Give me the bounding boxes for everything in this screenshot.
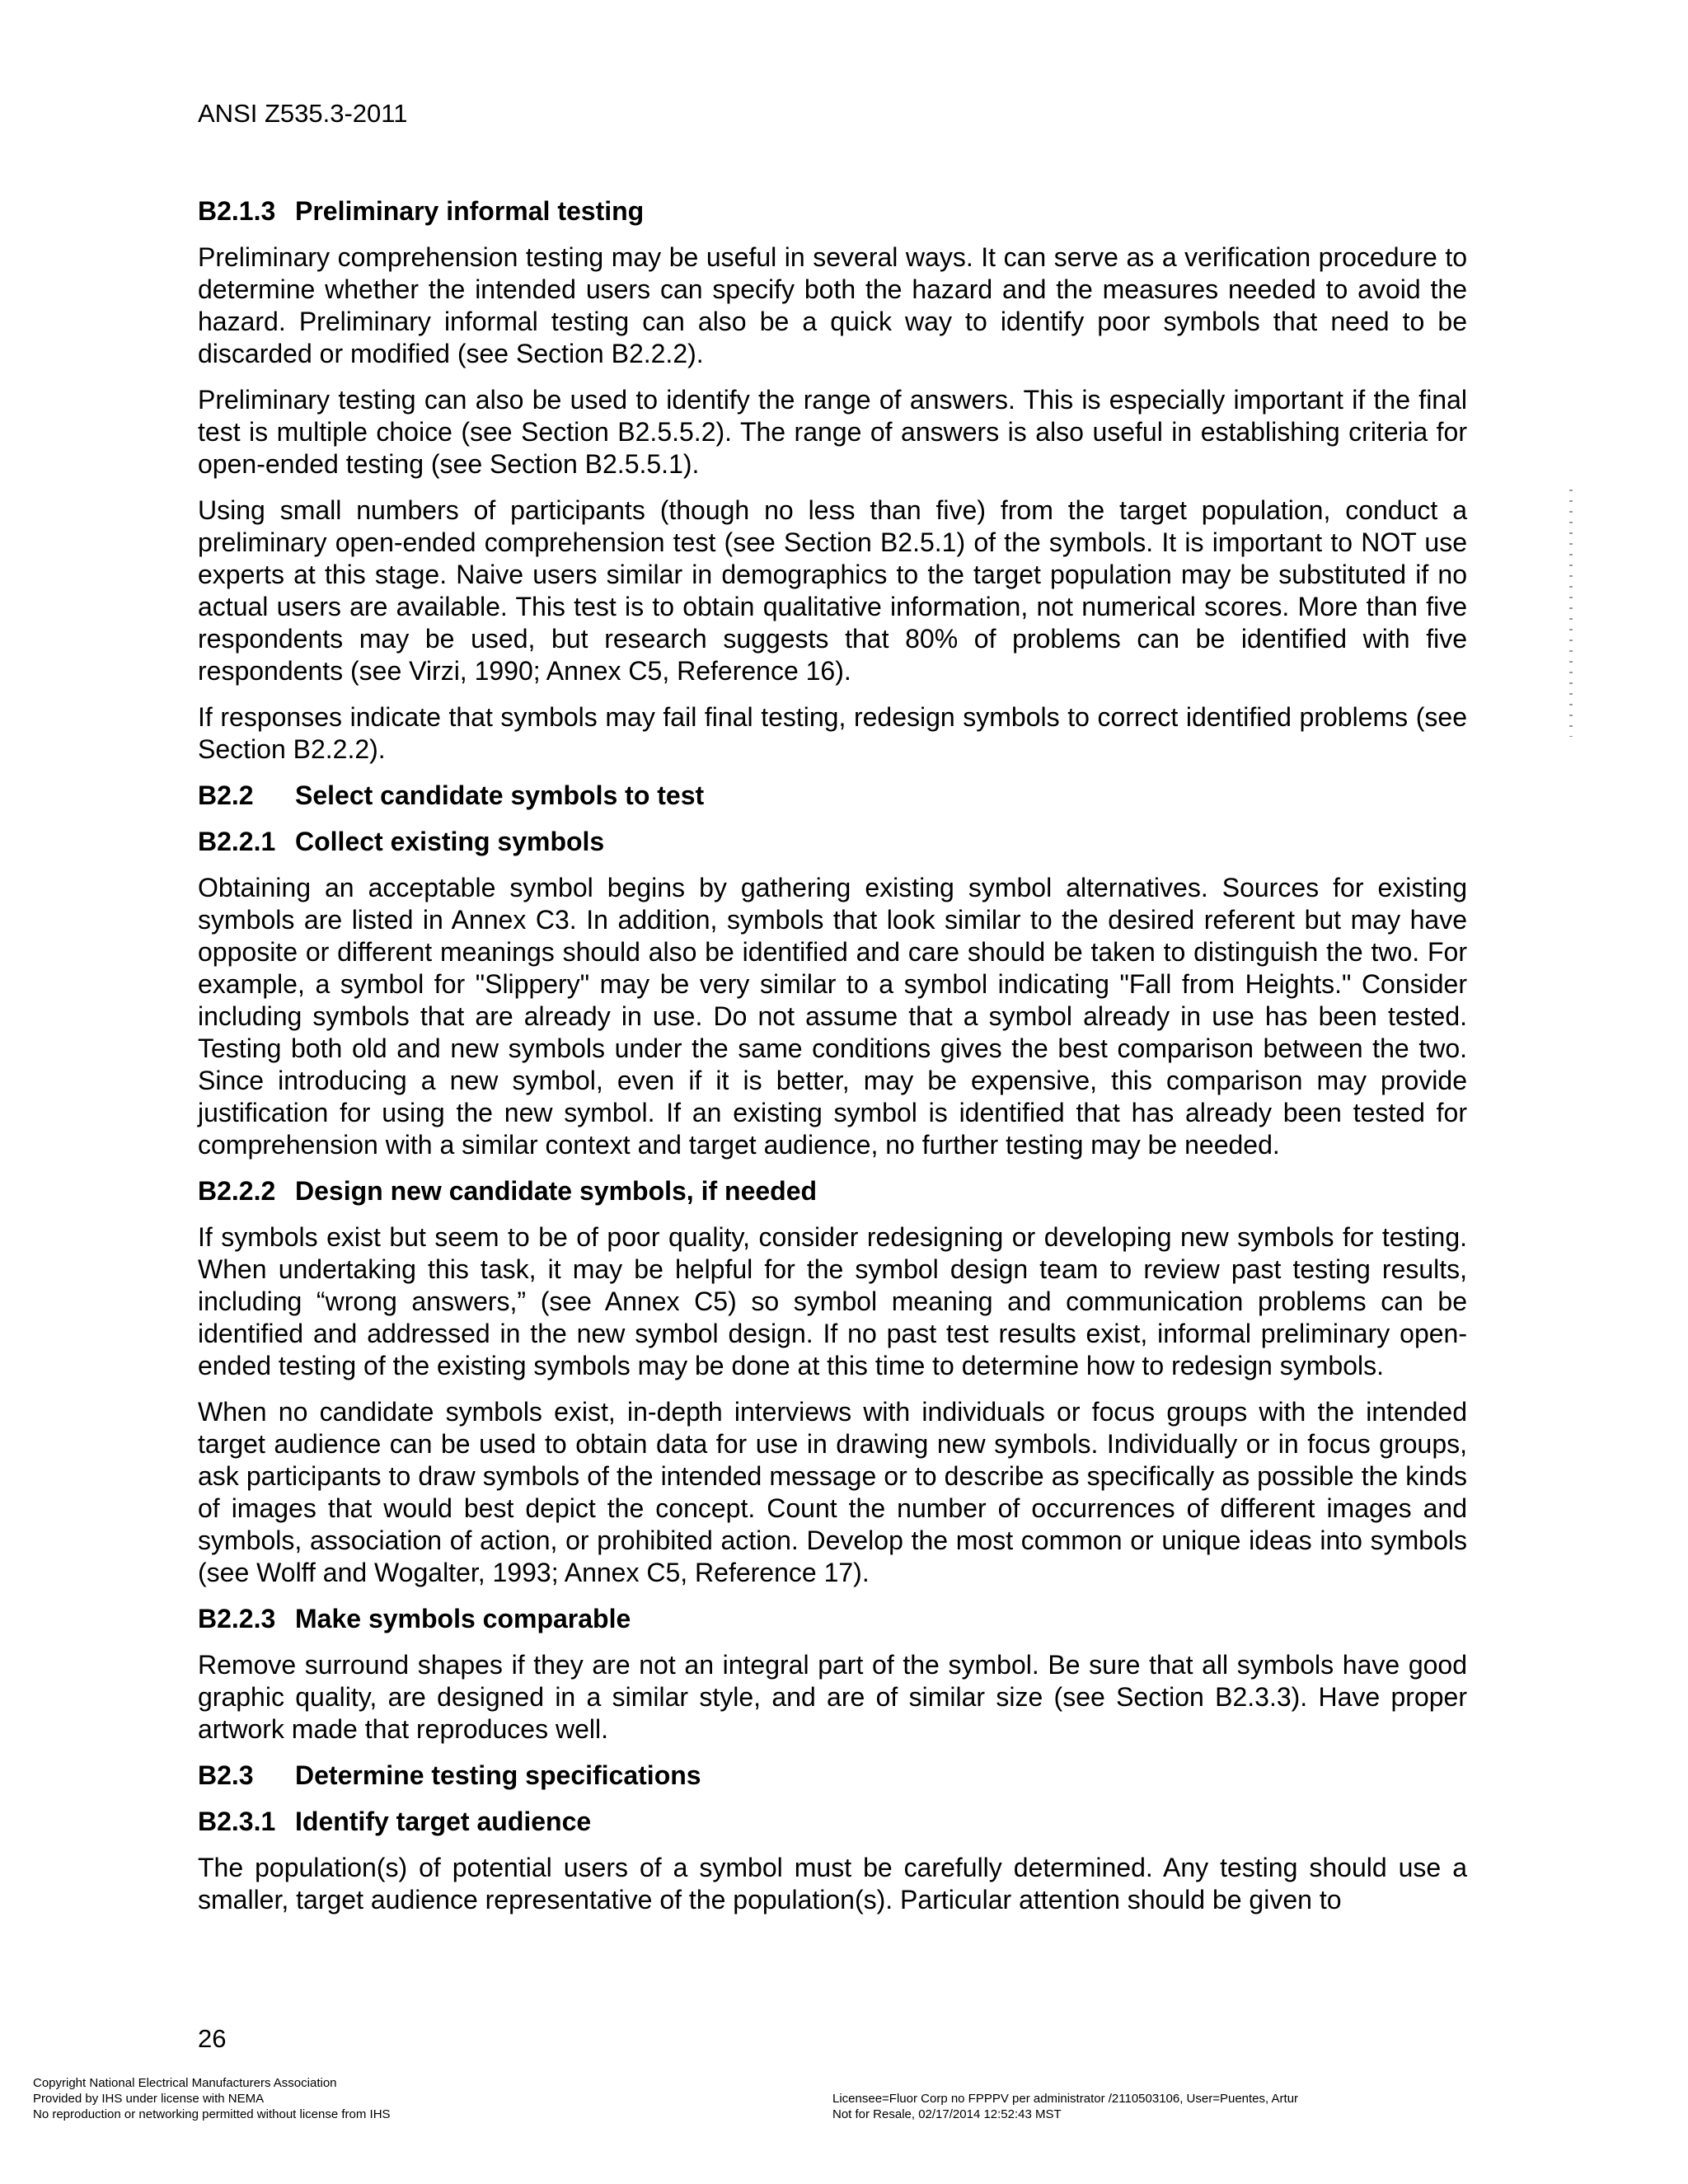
section-title: Design new candidate symbols, if needed [295,1176,818,1206]
paragraph: When no candidate symbols exist, in-depth interviews with individuals or focus groups with the intended target audience can be used to obtain data for use in drawing new symbols. Individually or in focus groups, ask participants to draw symbols of the intended message or to describe as specifically as possible the kinds of images that would best depict the concept. Count the number of occurrences of different images and symbols, association of action, or prohibited action. Develop the most common or unique ideas into symbols (see Wolff and Wogalter, 1993; Annex C5, Reference 17). [198,1397,1467,1587]
footer-line: Provided by IHS under license with NEMA [33,2092,265,2106]
page-number: 26 [198,2024,227,2053]
section-heading-b2-1-3 [198,195,1467,227]
section-number: B2.2.1 [198,827,276,856]
paragraph: If responses indicate that symbols may fail final testing, redesign symbols to correct identified problems (see Section B2.2.2). [198,702,1467,764]
section-number: B2.3 [198,1760,254,1790]
section-heading-b2-2 [198,780,1467,812]
section-number: B2.2 [198,780,254,810]
section-title: Identify target audience [295,1807,592,1836]
section-heading-b2-2-3 [198,1603,1467,1635]
paragraph: Obtaining an acceptable symbol begins by gathering existing symbol alternatives. Sources for existing symbols are listed in Annex C3. In addition, symbols that look similar to the desired referent but may have opposite or different meanings should also be identified and care should be taken to distinguish the two. For example, a symbol for "Slippery" may be very similar to a symbol indicating "Fall from Heights." Consider including symbols that are already in use. Do not assume that a symbol already in use has been tested. Testing both old and new symbols under the same conditions gives the best comparison between the two. Since introducing a new symbol, even if it is better, may be expensive, this comparison may provide justification for using the new symbol. If an existing symbol is identified that has already been tested for comprehension with a similar context and target audience, no further testing may be needed. [198,873,1467,1160]
section-title: Collect existing symbols [295,827,605,856]
footer-license [832,2091,1298,2122]
section-number: B2.2.3 [198,1604,276,1633]
footer-copyright [33,2075,391,2122]
section-number: B2.3.1 [198,1807,276,1836]
section-number: B2.2.2 [198,1176,276,1206]
section-heading-b2-3-1 [198,1806,1467,1838]
document-body [198,195,1467,1930]
paragraph: Preliminary testing can also be used to identify the range of answers. This is especially important if the final test is multiple choice (see Section B2.5.5.2). The range of answers is also useful in establishing criteria for open-ended testing (see Section B2.5.5.1). [198,385,1467,479]
section-title: Make symbols comparable [295,1604,631,1633]
footer-line: Copyright National Electrical Manufacturers Association [33,2076,337,2090]
paragraph: The population(s) of potential users of a symbol must be carefully determined. Any testing should use a smaller, target audience representative of the population(s). Particular attention should be given to [198,1853,1467,1915]
section-title: Select candidate symbols to test [295,780,705,810]
section-heading-b2-2-2 [198,1175,1467,1207]
section-heading-b2-2-1 [198,826,1467,858]
footer-line: No reproduction or networking permitted without license from IHS [33,2107,391,2121]
paragraph: If symbols exist but seem to be of poor quality, consider redesigning or developing new symbols for testing. When undertaking this task, it may be helpful for the symbol design team to review past testing results, including “wrong answers,” (see Annex C5) so symbol meaning and communication problems can be identified and addressed in the new symbol design. If no past test results exist, informal preliminary open-ended testing of the existing symbols may be done at this time to determine how to redesign symbols. [198,1222,1467,1380]
paragraph: Preliminary comprehension testing may be useful in several ways. It can serve as a verification procedure to determine whether the intended users can specify both the hazard and the measures needed to avoid the hazard. Preliminary informal testing can also be a quick way to identify poor symbols that need to be discarded or modified (see Section B2.2.2). [198,242,1467,368]
section-title: Preliminary informal testing [295,196,645,226]
paragraph: Using small numbers of participants (though no less than five) from the target population, conduct a preliminary open-ended comprehension test (see Section B2.5.1) of the symbols. It is important to NOT use experts at this stage. Naive users similar in demographics to the target population may be substituted if no actual users are available. This test is to obtain qualitative information, not numerical scores. More than five respondents may be used, but research suggests that 80% of problems can be identified with five respondents (see Virzi, 1990; Annex C5, Reference 16). [198,495,1467,686]
section-heading-b2-3 [198,1760,1467,1792]
scan-margin-marks [1569,490,1573,737]
footer-line: Not for Resale, 02/17/2014 12:52:43 MST [832,2107,1062,2121]
footer-line: Licensee=Fluor Corp no FPPPV per administrator /2110503106, User=Puentes, Artur [832,2092,1299,2106]
section-title: Determine testing specifications [295,1760,701,1790]
section-number: B2.1.3 [198,196,276,226]
document-header: ANSI Z535.3-2011 [198,99,408,128]
paragraph: Remove surround shapes if they are not an integral part of the symbol. Be sure that all symbols have good graphic quality, are designed in a similar style, and are of similar size (see Section B2.3.3). Have proper artwork made that reproduces well. [198,1650,1467,1744]
